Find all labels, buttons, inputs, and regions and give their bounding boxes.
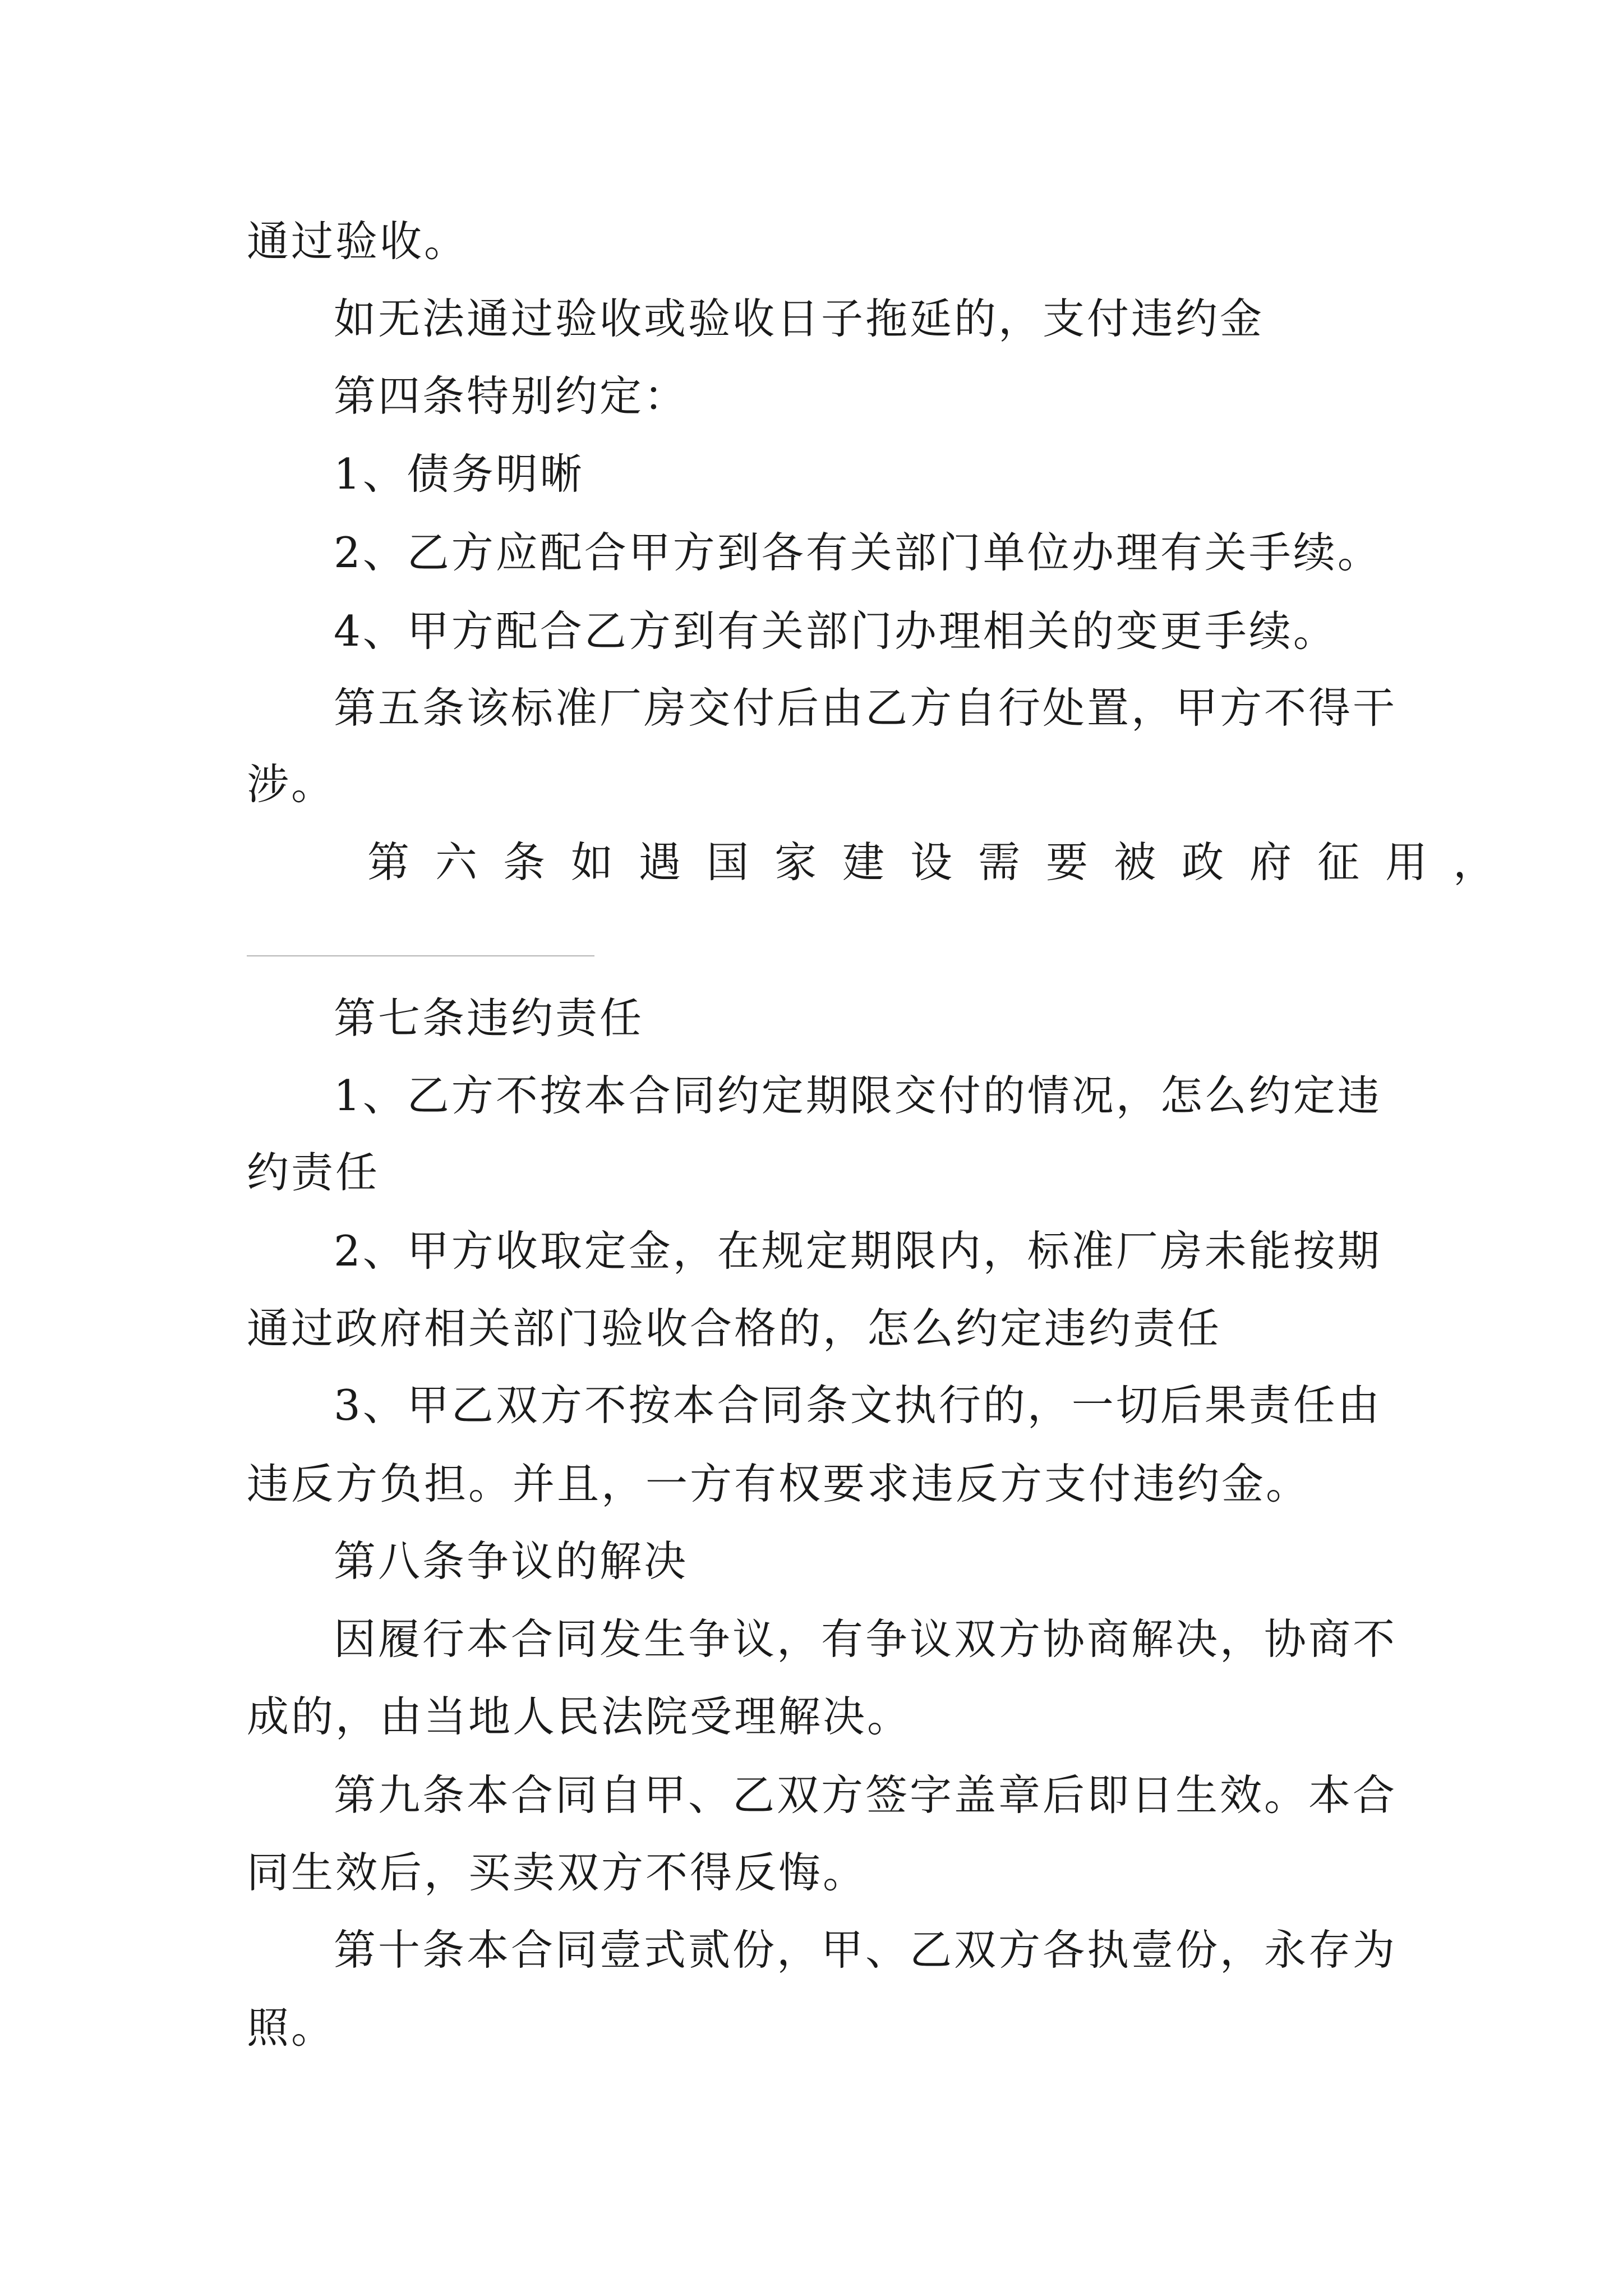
text-line: 约责任 bbox=[247, 1148, 380, 1197]
text-line: 第十条本合同壹式贰份，甲、乙双方各执壹份，永存为 bbox=[334, 1925, 1398, 1975]
text-line: 第八条争议的解决 bbox=[334, 1536, 689, 1586]
text-line: 成的，由当地人民法院受理解决。 bbox=[247, 1692, 912, 1741]
text-line: 因履行本合同发生争议，有争议双方协商解决，协商不 bbox=[334, 1614, 1398, 1664]
text-line: 2、乙方应配合甲方到各有关部门单位办理有关手续。 bbox=[334, 528, 1382, 577]
text-line: 通过政府相关部门验收合格的，怎么约定违约责任 bbox=[247, 1304, 1222, 1353]
text-line: 3、甲乙双方不按本合同条文执行的，一切后果责任由 bbox=[334, 1381, 1382, 1430]
text-line: 4、甲方配合乙方到有关部门办理相关的变更手续。 bbox=[334, 606, 1338, 656]
text-line: 第四条特别约定： bbox=[334, 371, 689, 421]
text-line: 第五条该标准厂房交付后由乙方自行处置，甲方不得干 bbox=[334, 683, 1398, 733]
text-line: 违反方负担。并且，一方有权要求违反方支付违约金。 bbox=[247, 1459, 1311, 1508]
text-line: 照。 bbox=[247, 2003, 336, 2053]
document-page bbox=[247, 0, 1521, 2296]
text-line: 第九条本合同自甲、乙双方签字盖章后即日生效。本合 bbox=[334, 1770, 1398, 1820]
text-line: 2、甲方收取定金，在规定期限内，标准厂房未能按期 bbox=[334, 1226, 1382, 1276]
text-line: 同生效后，买卖双方不得反悔。 bbox=[247, 1848, 868, 1897]
text-line: 第六条如遇国家建设需要被政府征用， bbox=[367, 838, 1521, 887]
text-line: 如无法通过验收或验收日子拖延的，支付违约金 bbox=[334, 294, 1265, 343]
text-line: 通过验收。 bbox=[247, 217, 469, 266]
text-line: 涉。 bbox=[247, 760, 336, 809]
text-line: 1、债务明晰 bbox=[334, 449, 584, 499]
footnote-divider bbox=[247, 955, 594, 956]
text-line: 第七条违约责任 bbox=[334, 993, 644, 1043]
text-line: 1、乙方不按本合同约定期限交付的情况，怎么约定违 bbox=[334, 1071, 1382, 1120]
